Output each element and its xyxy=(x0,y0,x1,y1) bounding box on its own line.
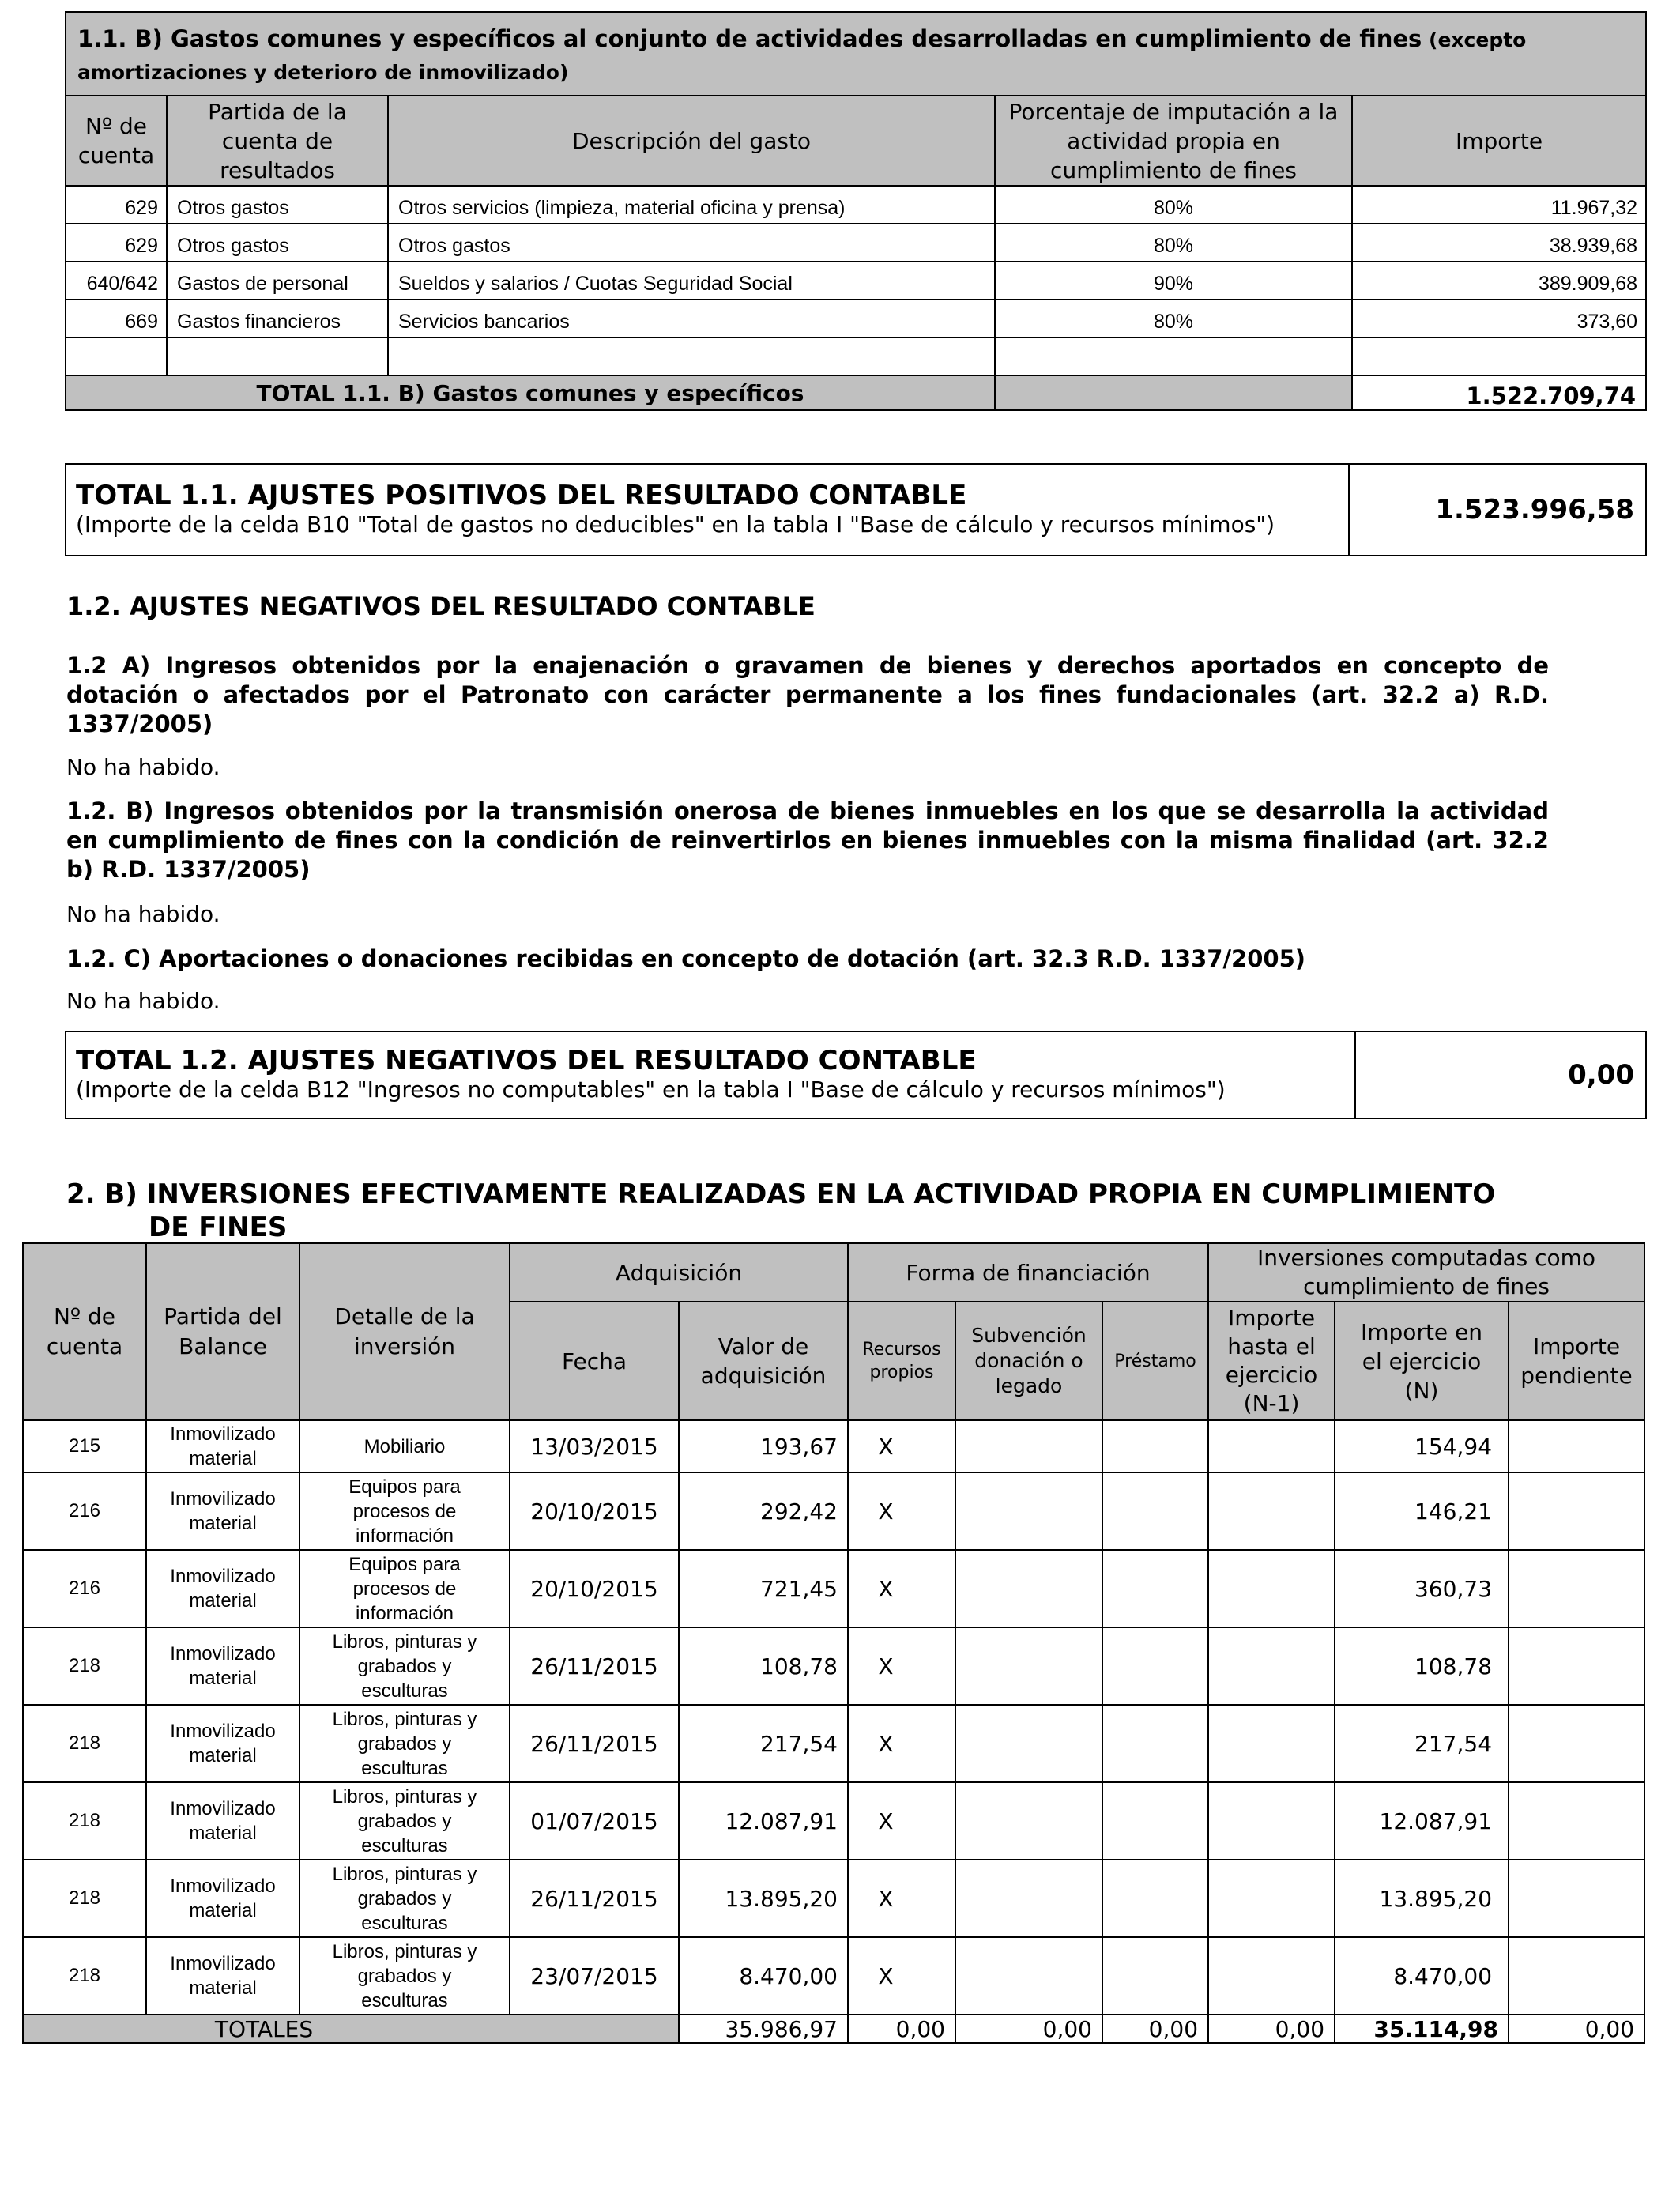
inv-header-cuenta: Nº de cuenta xyxy=(23,1243,146,1420)
inversion-prestamo xyxy=(1102,1705,1208,1782)
inversion-partida: Inmovilizado material xyxy=(146,1705,299,1782)
inversion-row xyxy=(23,1472,1644,1550)
inv-totals-label: TOTALES xyxy=(23,2015,679,2043)
inversion-importe-ejercicio: 146,21 xyxy=(1335,1472,1509,1550)
inversion-row xyxy=(23,1550,1644,1627)
gasto-cuenta: 629 xyxy=(66,224,167,262)
gastos-comunes-title-main: 1.1. B) Gastos comunes y específicos al conjunto de actividades desarrolladas en cumplimiento de fines xyxy=(77,25,1422,52)
inversion-importe-hasta xyxy=(1208,1420,1335,1472)
inversion-detalle: Equipos para procesos de información xyxy=(299,1550,510,1627)
inversion-importe-hasta xyxy=(1208,1472,1335,1550)
inversion-importe-ejercicio: 154,94 xyxy=(1335,1420,1509,1472)
ajustes-negativos-b-text: No ha habido. xyxy=(66,901,220,927)
inversion-importe-hasta xyxy=(1208,1782,1335,1860)
inversion-recursos-propios: X xyxy=(848,1782,955,1860)
inv-total-subvencion: 0,00 xyxy=(955,2015,1102,2043)
inversion-fecha: 26/11/2015 xyxy=(510,1627,679,1705)
inversion-importe-ejercicio: 360,73 xyxy=(1335,1550,1509,1627)
inversion-prestamo xyxy=(1102,1472,1208,1550)
inversion-row xyxy=(23,1782,1644,1860)
ajustes-positivos-note: (Importe de la celda B10 "Total de gastos no deducibles" en la tabla I "Base de cálculo y recursos mínimos") xyxy=(76,511,1275,537)
inversion-subvencion xyxy=(955,1860,1102,1937)
gasto-importe: 38.939,68 xyxy=(1352,224,1646,262)
inversion-importe-hasta xyxy=(1208,1705,1335,1782)
inversion-recursos-propios: X xyxy=(848,1860,955,1937)
gasto-partida: Gastos financieros xyxy=(167,300,388,337)
gasto-row xyxy=(66,300,1646,337)
inversion-partida: Inmovilizado material xyxy=(146,1420,299,1472)
inv-header-pendiente: Importe pendiente xyxy=(1509,1302,1644,1420)
ajustes-positivos-value: 1.523.996,58 xyxy=(1349,464,1646,556)
inversiones-heading-line1: 2. B) INVERSIONES EFECTIVAMENTE REALIZADAS EN LA ACTIVIDAD PROPIA EN CUMPLIMIENTO xyxy=(66,1178,1496,1210)
inversion-detalle: Libros, pinturas y grabados y esculturas xyxy=(299,1627,510,1705)
inversiones-heading xyxy=(66,1178,1495,1244)
inversion-recursos-propios: X xyxy=(848,1705,955,1782)
inversion-importe-hasta xyxy=(1208,1860,1335,1937)
ajustes-negativos-b-title: 1.2. B) Ingresos obtenidos por la transmisión onerosa de bienes inmuebles en los que se desarrolla la actividad en cumplimiento de fines con la condición de reinvertirlos en bienes inmuebles con la misma finalidad (art. 32.2 b) R.D. 1337/2005) xyxy=(66,797,1549,883)
inversion-importe-ejercicio: 8.470,00 xyxy=(1335,1937,1509,2015)
inv-header-en-ejercicio: Importe en el ejercicio (N) xyxy=(1335,1302,1509,1420)
inversion-importe-hasta xyxy=(1208,1937,1335,2015)
inv-header-partida: Partida del Balance xyxy=(146,1243,299,1420)
gastos-comunes-total-value: 1.522.709,74 xyxy=(1352,375,1646,410)
inversion-cuenta: 218 xyxy=(23,1782,146,1860)
gasto-descripcion: Sueldos y salarios / Cuotas Seguridad Social xyxy=(388,262,995,300)
gasto-row xyxy=(66,262,1646,300)
inversion-cuenta: 218 xyxy=(23,1705,146,1782)
inversion-importe-pendiente xyxy=(1509,1627,1644,1705)
inversion-detalle: Mobiliario xyxy=(299,1420,510,1472)
inversion-fecha: 01/07/2015 xyxy=(510,1782,679,1860)
ajustes-positivos-text xyxy=(66,464,1349,556)
inversion-importe-pendiente xyxy=(1509,1550,1644,1627)
inversion-row xyxy=(23,1860,1644,1937)
inversion-subvencion xyxy=(955,1420,1102,1472)
inversion-cuenta: 218 xyxy=(23,1860,146,1937)
inversion-valor: 292,42 xyxy=(679,1472,848,1550)
gastos-comunes-title xyxy=(66,12,1646,96)
inversion-partida: Inmovilizado material xyxy=(146,1860,299,1937)
inversion-subvencion xyxy=(955,1705,1102,1782)
gasto-importe: 389.909,68 xyxy=(1352,262,1646,300)
inversion-detalle: Libros, pinturas y grabados y esculturas xyxy=(299,1705,510,1782)
gasto-descripcion: Otros servicios (limpieza, material oficina y prensa) xyxy=(388,186,995,224)
gasto-importe: 373,60 xyxy=(1352,300,1646,337)
gastos-comunes-title-line2: amortizaciones y deterioro de inmovilizado) xyxy=(77,61,569,84)
inv-header-detalle: Detalle de la inversión xyxy=(299,1243,510,1420)
gasto-partida: Otros gastos xyxy=(167,186,388,224)
header-partida: Partida de la cuenta de resultados xyxy=(167,96,388,186)
inv-total-en-ejercicio: 35.114,98 xyxy=(1335,2015,1509,2043)
ajustes-negativos-total-value: 0,00 xyxy=(1355,1031,1646,1118)
inversion-valor: 721,45 xyxy=(679,1550,848,1627)
inv-total-prestamo: 0,00 xyxy=(1102,2015,1208,2043)
inversion-subvencion xyxy=(955,1627,1102,1705)
inversion-subvencion xyxy=(955,1472,1102,1550)
inversion-importe-pendiente xyxy=(1509,1937,1644,2015)
inversion-prestamo xyxy=(1102,1860,1208,1937)
gasto-porcentaje: 80% xyxy=(995,186,1352,224)
ajustes-positivos-box xyxy=(65,463,1647,556)
inversion-detalle: Equipos para procesos de información xyxy=(299,1472,510,1550)
inversion-importe-pendiente xyxy=(1509,1860,1644,1937)
inversion-prestamo xyxy=(1102,1937,1208,2015)
ajustes-negativos-c-text: No ha habido. xyxy=(66,988,220,1014)
inversion-prestamo xyxy=(1102,1627,1208,1705)
inversion-detalle: Libros, pinturas y grabados y esculturas xyxy=(299,1860,510,1937)
inversion-subvencion xyxy=(955,1937,1102,2015)
gastos-comunes-table xyxy=(65,11,1647,411)
inversion-fecha: 23/07/2015 xyxy=(510,1937,679,2015)
inversion-recursos-propios: X xyxy=(848,1627,955,1705)
inv-header-subvencion: Subvención donación o legado xyxy=(955,1302,1102,1420)
inv-header-valor: Valor de adquisición xyxy=(679,1302,848,1420)
header-descripcion: Descripción del gasto xyxy=(388,96,995,186)
gasto-descripcion: Otros gastos xyxy=(388,224,995,262)
inversion-prestamo xyxy=(1102,1550,1208,1627)
ajustes-negativos-a-text: No ha habido. xyxy=(66,754,220,780)
gasto-row xyxy=(66,224,1646,262)
ajustes-negativos-total-note: (Importe de la celda B12 "Ingresos no computables" en la tabla I "Base de cálculo y recursos mínimos") xyxy=(76,1076,1226,1103)
inversion-cuenta: 216 xyxy=(23,1472,146,1550)
inv-total-pendiente: 0,00 xyxy=(1509,2015,1644,2043)
inversion-importe-ejercicio: 217,54 xyxy=(1335,1705,1509,1782)
header-porcentaje: Porcentaje de imputación a la actividad propia en cumplimiento de fines xyxy=(995,96,1352,186)
gasto-porcentaje: 80% xyxy=(995,300,1352,337)
inversion-fecha: 26/11/2015 xyxy=(510,1705,679,1782)
inv-total-recursos: 0,00 xyxy=(848,2015,955,2043)
gasto-porcentaje: 90% xyxy=(995,262,1352,300)
inversion-partida: Inmovilizado material xyxy=(146,1550,299,1627)
inversion-partida: Inmovilizado material xyxy=(146,1472,299,1550)
gasto-descripcion: Servicios bancarios xyxy=(388,300,995,337)
inversion-row xyxy=(23,1627,1644,1705)
inversiones-heading-line2: DE FINES xyxy=(149,1212,288,1243)
inversion-cuenta: 215 xyxy=(23,1420,146,1472)
inversion-valor: 108,78 xyxy=(679,1627,848,1705)
gasto-row xyxy=(66,186,1646,224)
header-importe: Importe xyxy=(1352,96,1646,186)
inversion-importe-ejercicio: 13.895,20 xyxy=(1335,1860,1509,1937)
inversiones-table xyxy=(22,1242,1645,2044)
inversion-cuenta: 218 xyxy=(23,1627,146,1705)
inversion-row xyxy=(23,1705,1644,1782)
inversion-importe-pendiente xyxy=(1509,1420,1644,1472)
inversion-recursos-propios: X xyxy=(848,1472,955,1550)
inversion-prestamo xyxy=(1102,1420,1208,1472)
inversion-row xyxy=(23,1937,1644,2015)
inversion-importe-hasta xyxy=(1208,1627,1335,1705)
inversion-valor: 13.895,20 xyxy=(679,1860,848,1937)
inversion-importe-pendiente xyxy=(1509,1782,1644,1860)
gasto-partida: Gastos de personal xyxy=(167,262,388,300)
inversion-cuenta: 216 xyxy=(23,1550,146,1627)
inversion-cuenta: 218 xyxy=(23,1937,146,2015)
inversion-partida: Inmovilizado material xyxy=(146,1937,299,2015)
inv-header-hasta: Importe hasta el ejercicio (N-1) xyxy=(1208,1302,1335,1420)
inversion-prestamo xyxy=(1102,1782,1208,1860)
inversion-importe-pendiente xyxy=(1509,1705,1644,1782)
gasto-cuenta: 669 xyxy=(66,300,167,337)
gastos-comunes-title-suffix: (excepto xyxy=(1422,28,1527,51)
ajustes-negativos-a-title: 1.2 A) Ingresos obtenidos por la enajenación o gravamen de bienes y derechos aportados en concepto de dotación o afectados por el Patronato con carácter permanente a los fines fundacionales (art. 32.2 a) R.D. 1337/2005) xyxy=(66,652,1549,737)
inversion-fecha: 20/10/2015 xyxy=(510,1550,679,1627)
gasto-cuenta: 640/642 xyxy=(66,262,167,300)
gasto-partida: Otros gastos xyxy=(167,224,388,262)
gasto-importe: 11.967,32 xyxy=(1352,186,1646,224)
inversion-row xyxy=(23,1420,1644,1472)
inversion-subvencion xyxy=(955,1782,1102,1860)
inversion-valor: 217,54 xyxy=(679,1705,848,1782)
inversion-recursos-propios: X xyxy=(848,1420,955,1472)
gastos-comunes-total-label: TOTAL 1.1. B) Gastos comunes y específicos xyxy=(66,375,995,410)
inversion-partida: Inmovilizado material xyxy=(146,1782,299,1860)
inv-total-valor: 35.986,97 xyxy=(679,2015,848,2043)
inv-header-recursos: Recursos propios xyxy=(848,1302,955,1420)
inv-header-adquisicion: Adquisición xyxy=(510,1243,848,1302)
ajustes-negativos-total-text xyxy=(66,1031,1355,1118)
inv-header-prestamo: Préstamo xyxy=(1102,1302,1208,1420)
ajustes-negativos-total-title: TOTAL 1.2. AJUSTES NEGATIVOS DEL RESULTADO CONTABLE xyxy=(76,1045,977,1076)
header-cuenta: Nº de cuenta xyxy=(66,96,167,186)
inversion-fecha: 13/03/2015 xyxy=(510,1420,679,1472)
inversion-recursos-propios: X xyxy=(848,1937,955,2015)
inv-header-fecha: Fecha xyxy=(510,1302,679,1420)
inversion-importe-ejercicio: 108,78 xyxy=(1335,1627,1509,1705)
ajustes-positivos-title: TOTAL 1.1. AJUSTES POSITIVOS DEL RESULTADO CONTABLE xyxy=(76,480,967,511)
inversion-recursos-propios: X xyxy=(848,1550,955,1627)
inversion-valor: 12.087,91 xyxy=(679,1782,848,1860)
inversion-fecha: 26/11/2015 xyxy=(510,1860,679,1937)
ajustes-negativos-heading: 1.2. AJUSTES NEGATIVOS DEL RESULTADO CONTABLE xyxy=(66,591,816,621)
inversion-subvencion xyxy=(955,1550,1102,1627)
inversion-valor: 193,67 xyxy=(679,1420,848,1472)
inversion-detalle: Libros, pinturas y grabados y esculturas xyxy=(299,1937,510,2015)
ajustes-negativos-c-title: 1.2. C) Aportaciones o donaciones recibidas en concepto de dotación (art. 32.3 R.D. 1337/2005) xyxy=(66,945,1306,972)
ajustes-negativos-total-box xyxy=(65,1031,1647,1119)
inversion-partida: Inmovilizado material xyxy=(146,1627,299,1705)
inv-total-hasta: 0,00 xyxy=(1208,2015,1335,2043)
inv-header-financiacion: Forma de financiación xyxy=(848,1243,1208,1302)
inversion-importe-hasta xyxy=(1208,1550,1335,1627)
inversion-fecha: 20/10/2015 xyxy=(510,1472,679,1550)
gasto-cuenta: 629 xyxy=(66,186,167,224)
inv-header-computadas: Inversiones computadas como cumplimiento de fines xyxy=(1208,1243,1644,1302)
inversion-importe-pendiente xyxy=(1509,1472,1644,1550)
inversion-importe-ejercicio: 12.087,91 xyxy=(1335,1782,1509,1860)
inversion-detalle: Libros, pinturas y grabados y esculturas xyxy=(299,1782,510,1860)
gasto-porcentaje: 80% xyxy=(995,224,1352,262)
inversion-valor: 8.470,00 xyxy=(679,1937,848,2015)
